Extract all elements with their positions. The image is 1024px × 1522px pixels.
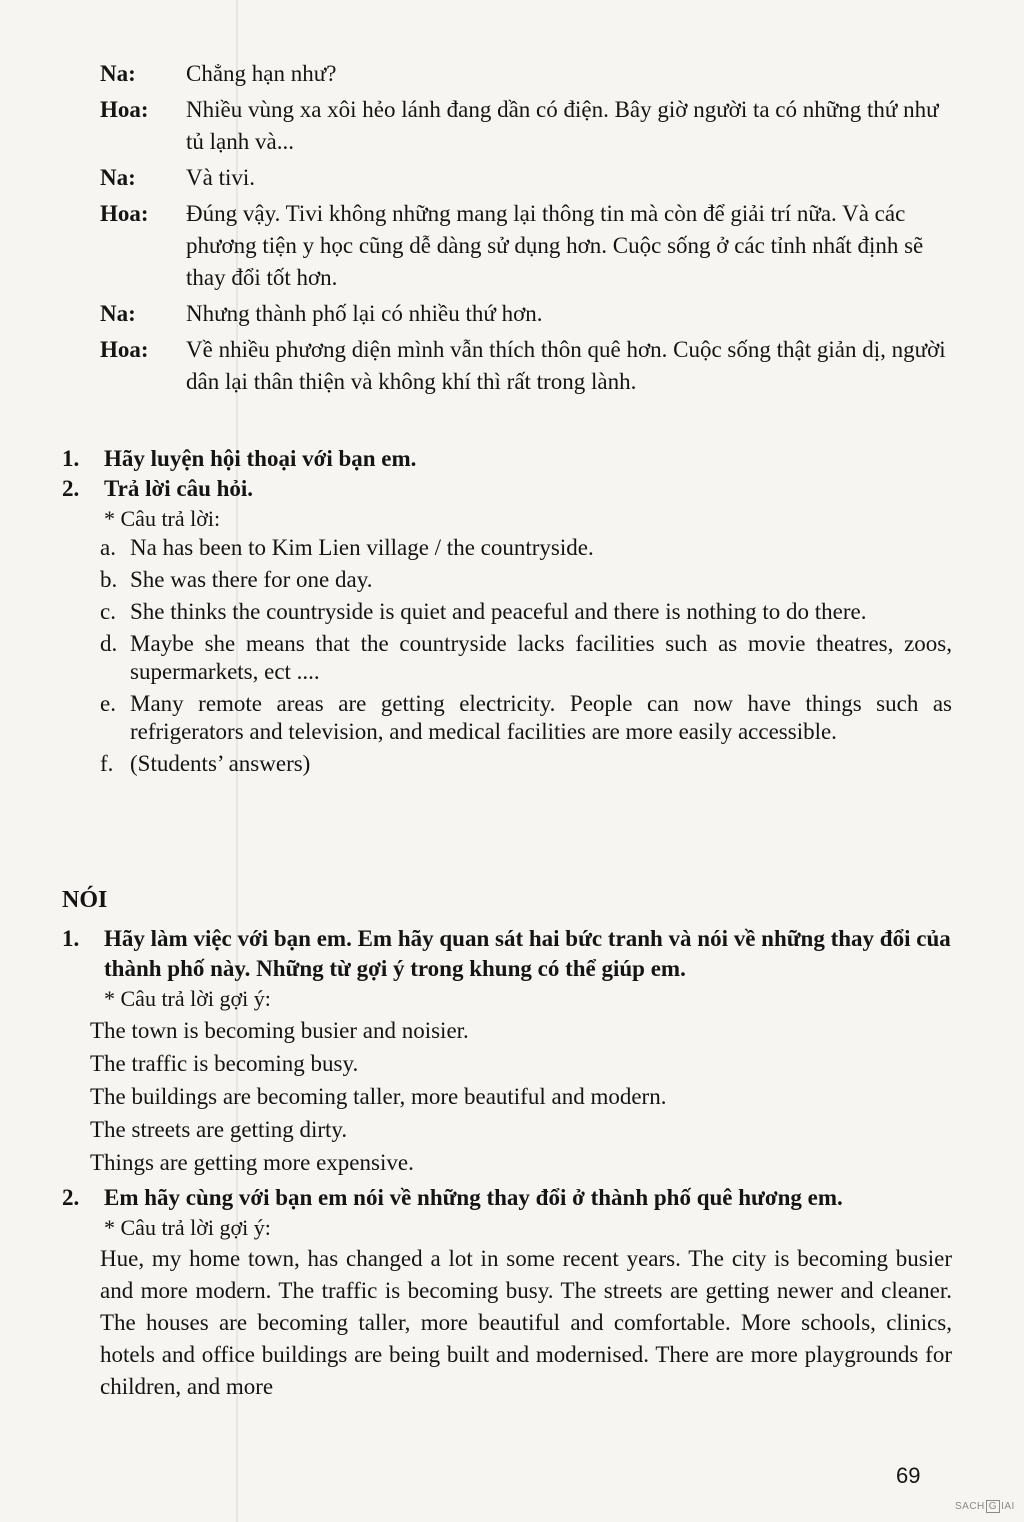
- answer-letter: a.: [100, 535, 116, 560]
- speaking-task-2: [62, 1183, 952, 1213]
- dialogue-turn: [100, 94, 960, 158]
- answer-text: Many remote areas are getting electricity. People can now have things such as refrigerators and television, and medical facilities are more easily accessible.: [130, 691, 952, 744]
- task-number: 2.: [62, 1185, 80, 1210]
- answer-letter: b.: [100, 567, 118, 592]
- speaking-task-1: [62, 924, 952, 984]
- task-text: Em hãy cùng với bạn em nói về những thay đổi ở thành phố quê hương em.: [104, 1185, 843, 1210]
- speech: Về nhiều phương diện mình vẫn thích thôn quê hơn. Cuộc sống thật giản dị, người dân lại thân thiện và không khí thì rất trong lành.: [186, 337, 946, 394]
- task-text: Hãy luyện hội thoại với bạn em.: [104, 446, 417, 471]
- dialogue-turn: [100, 334, 960, 398]
- task-1: [62, 444, 952, 474]
- answer-line: The buildings are becoming taller, more beautiful and modern.: [90, 1084, 667, 1109]
- speaker: Hoa:: [100, 97, 149, 122]
- page-number: 69: [896, 1463, 921, 1488]
- answer-letter: f.: [100, 751, 114, 776]
- task-text: Trả lời câu hỏi.: [104, 476, 254, 501]
- exercise-section: [62, 444, 952, 782]
- suggested-answer-label: * Câu trả lời gợi ý:: [104, 1215, 271, 1240]
- answer-list: [100, 534, 952, 778]
- speaker: Hoa:: [100, 201, 149, 226]
- answer-text: She thinks the countryside is quiet and peaceful and there is nothing to do there.: [130, 599, 867, 624]
- task-number: 1.: [62, 446, 80, 471]
- answer-text: Na has been to Kim Lien village / the countryside.: [130, 535, 594, 560]
- speaker: Hoa:: [100, 337, 149, 362]
- logo-text: SACH: [955, 1501, 985, 1512]
- speaking-section: [62, 884, 952, 1403]
- logo-text: IAI: [1001, 1501, 1015, 1512]
- task-2: [62, 474, 952, 504]
- answer-text: (Students’ answers): [130, 751, 311, 776]
- answer-item: [100, 534, 952, 562]
- speaker: Na:: [100, 61, 136, 86]
- answer-label: * Câu trả lời:: [104, 506, 221, 531]
- answer-item: [100, 598, 952, 626]
- section-heading: NÓI: [62, 887, 108, 913]
- dialogue-turn: [100, 58, 960, 90]
- logo-box: G: [986, 1500, 1000, 1513]
- answer-letter: c.: [100, 599, 116, 624]
- speech: Và tivi.: [186, 165, 255, 190]
- speaker: Na:: [100, 165, 136, 190]
- answer-item: [100, 566, 952, 594]
- answer-item: [100, 630, 952, 686]
- answer-line: The town is becoming busier and noisier.: [90, 1018, 469, 1043]
- answer-line: The streets are getting dirty.: [90, 1117, 348, 1142]
- answer-line: The traffic is becoming busy.: [90, 1051, 359, 1076]
- answer-item: [100, 690, 952, 746]
- answer-letter: e.: [100, 691, 116, 716]
- answer-text: She was there for one day.: [130, 567, 373, 592]
- task-number: 1.: [62, 926, 80, 951]
- speech: Đúng vậy. Tivi không những mang lại thông tin mà còn để giải trí nữa. Và các phương tiện y học cũng dễ dàng sử dụng hơn. Cuộc sống ở các tỉnh nhất định sẽ thay đổi tốt hơn.: [186, 201, 924, 290]
- task-text: Hãy làm việc với bạn em. Em hãy quan sát hai bức tranh và nói về những thay đổi của thành phố này. Những từ gợi ý trong khung có thể giúp em.: [104, 926, 951, 981]
- dialogue-turn: [100, 298, 960, 330]
- answer-line: Things are getting more expensive.: [90, 1150, 414, 1175]
- answer-text: Maybe she means that the countryside lacks facilities such as movie theatres, zoos, supermarkets, ect ....: [130, 631, 952, 684]
- dialogue-turn: [100, 162, 960, 194]
- speech: Nhưng thành phố lại có nhiều thứ hơn.: [186, 301, 543, 326]
- dialogue: [100, 58, 960, 402]
- answer-paragraph: Hue, my home town, has changed a lot in some recent years. The city is becoming busier and more modern. The traffic is becoming busy. The streets are getting newer and cleaner. The houses are becoming taller, more beautiful and comfortable. More schools, clinics, hotels and office buildings are being built and modernised. There are more playgrounds for children, and more: [100, 1246, 952, 1399]
- speech: Chẳng hạn như?: [186, 61, 337, 86]
- speaker: Na:: [100, 301, 136, 326]
- task-number: 2.: [62, 476, 80, 501]
- speech: Nhiều vùng xa xôi hẻo lánh đang dần có điện. Bây giờ người ta có những thứ như tủ lạnh và...: [186, 97, 939, 154]
- sachgiai-logo: [955, 1500, 1015, 1513]
- answer-letter: d.: [100, 631, 118, 656]
- suggested-answer-label: * Câu trả lời gợi ý:: [104, 986, 271, 1011]
- answer-item: [100, 750, 952, 778]
- dialogue-turn: [100, 198, 960, 294]
